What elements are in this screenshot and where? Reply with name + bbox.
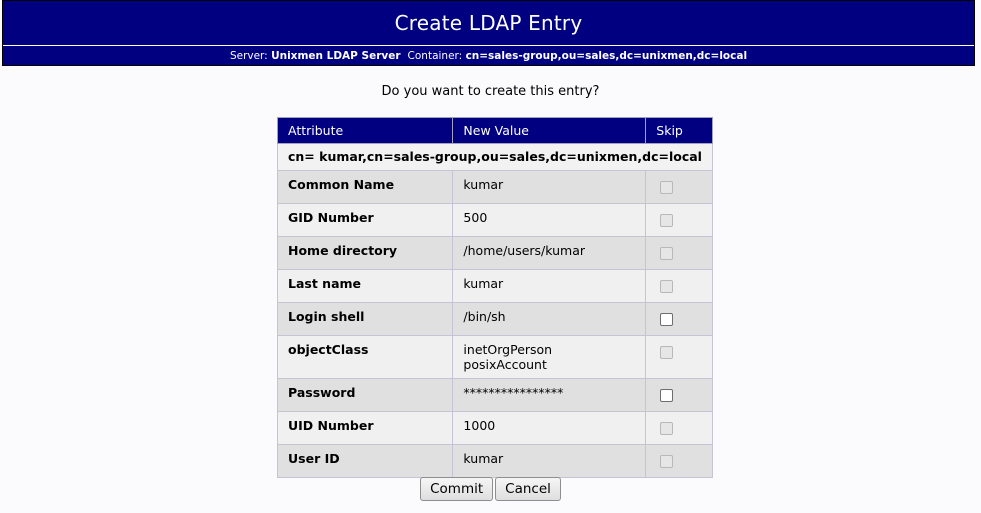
cancel-button[interactable]: Cancel (495, 477, 561, 501)
skip-checkbox (660, 214, 673, 227)
skip-cell (646, 204, 713, 237)
table-row (278, 445, 713, 478)
attribute-name: Last name (278, 270, 453, 303)
dn-value: cn= kumar,cn=sales-group,ou=sales,dc=unixmen,dc=local (278, 144, 713, 171)
table-row (278, 303, 713, 336)
skip-cell (646, 171, 713, 204)
skip-cell (646, 379, 713, 412)
skip-checkbox (660, 422, 673, 435)
skip-checkbox (660, 280, 673, 293)
header-divider (3, 45, 974, 46)
table-row (278, 336, 713, 379)
page-title: Create LDAP Entry (394, 11, 583, 35)
attribute-name: Login shell (278, 303, 453, 336)
skip-cell (646, 445, 713, 478)
attribute-name: GID Number (278, 204, 453, 237)
skip-cell (646, 237, 713, 270)
server-label: Server: (229, 50, 268, 62)
column-header-new-value: New Value (453, 118, 646, 144)
skip-checkbox (660, 181, 673, 194)
attribute-value: kumar (453, 445, 646, 478)
dn-row (278, 144, 713, 171)
table-row (278, 379, 713, 412)
skip-cell (646, 412, 713, 445)
attribute-name: UID Number (278, 412, 453, 445)
skip-cell (646, 270, 713, 303)
table-row (278, 270, 713, 303)
skip-checkbox (660, 247, 673, 260)
attribute-value: 500 (453, 204, 646, 237)
attribute-value: kumar (453, 171, 646, 204)
skip-cell (646, 336, 713, 379)
table-row (278, 237, 713, 270)
skip-checkbox (660, 346, 673, 359)
attribute-name: Home directory (278, 237, 453, 270)
skip-checkbox[interactable] (660, 313, 673, 326)
attribute-value: kumar (453, 270, 646, 303)
container-value: cn=sales-group,ou=sales,dc=unixmen,dc=local (465, 50, 748, 62)
server-info (3, 50, 974, 62)
server-name: Unixmen LDAP Server (271, 50, 401, 62)
skip-checkbox[interactable] (660, 389, 673, 402)
attribute-value (453, 336, 646, 379)
attribute-name: objectClass (278, 336, 453, 379)
skip-checkbox (660, 455, 673, 468)
attribute-value: 1000 (453, 412, 646, 445)
attribute-value: /home/users/kumar (453, 237, 646, 270)
header-bar (2, 0, 975, 66)
column-header-attribute: Attribute (278, 118, 453, 144)
attribute-value: **************** (453, 379, 646, 412)
attribute-name: User ID (278, 445, 453, 478)
container-label: Container: (407, 50, 463, 62)
skip-cell (646, 303, 713, 336)
action-buttons (0, 477, 981, 501)
column-header-skip: Skip (646, 118, 713, 144)
commit-button[interactable]: Commit (420, 477, 493, 501)
table-row (278, 412, 713, 445)
attribute-value-line: posixAccount (463, 357, 547, 372)
entry-table (277, 117, 713, 478)
table-row (278, 171, 713, 204)
attribute-name: Password (278, 379, 453, 412)
table-header-row (278, 118, 713, 144)
attribute-name: Common Name (278, 171, 453, 204)
table-row (278, 204, 713, 237)
attribute-value: /bin/sh (453, 303, 646, 336)
attribute-value-line: inetOrgPerson (463, 342, 553, 357)
confirm-question: Do you want to create this entry? (381, 84, 600, 99)
